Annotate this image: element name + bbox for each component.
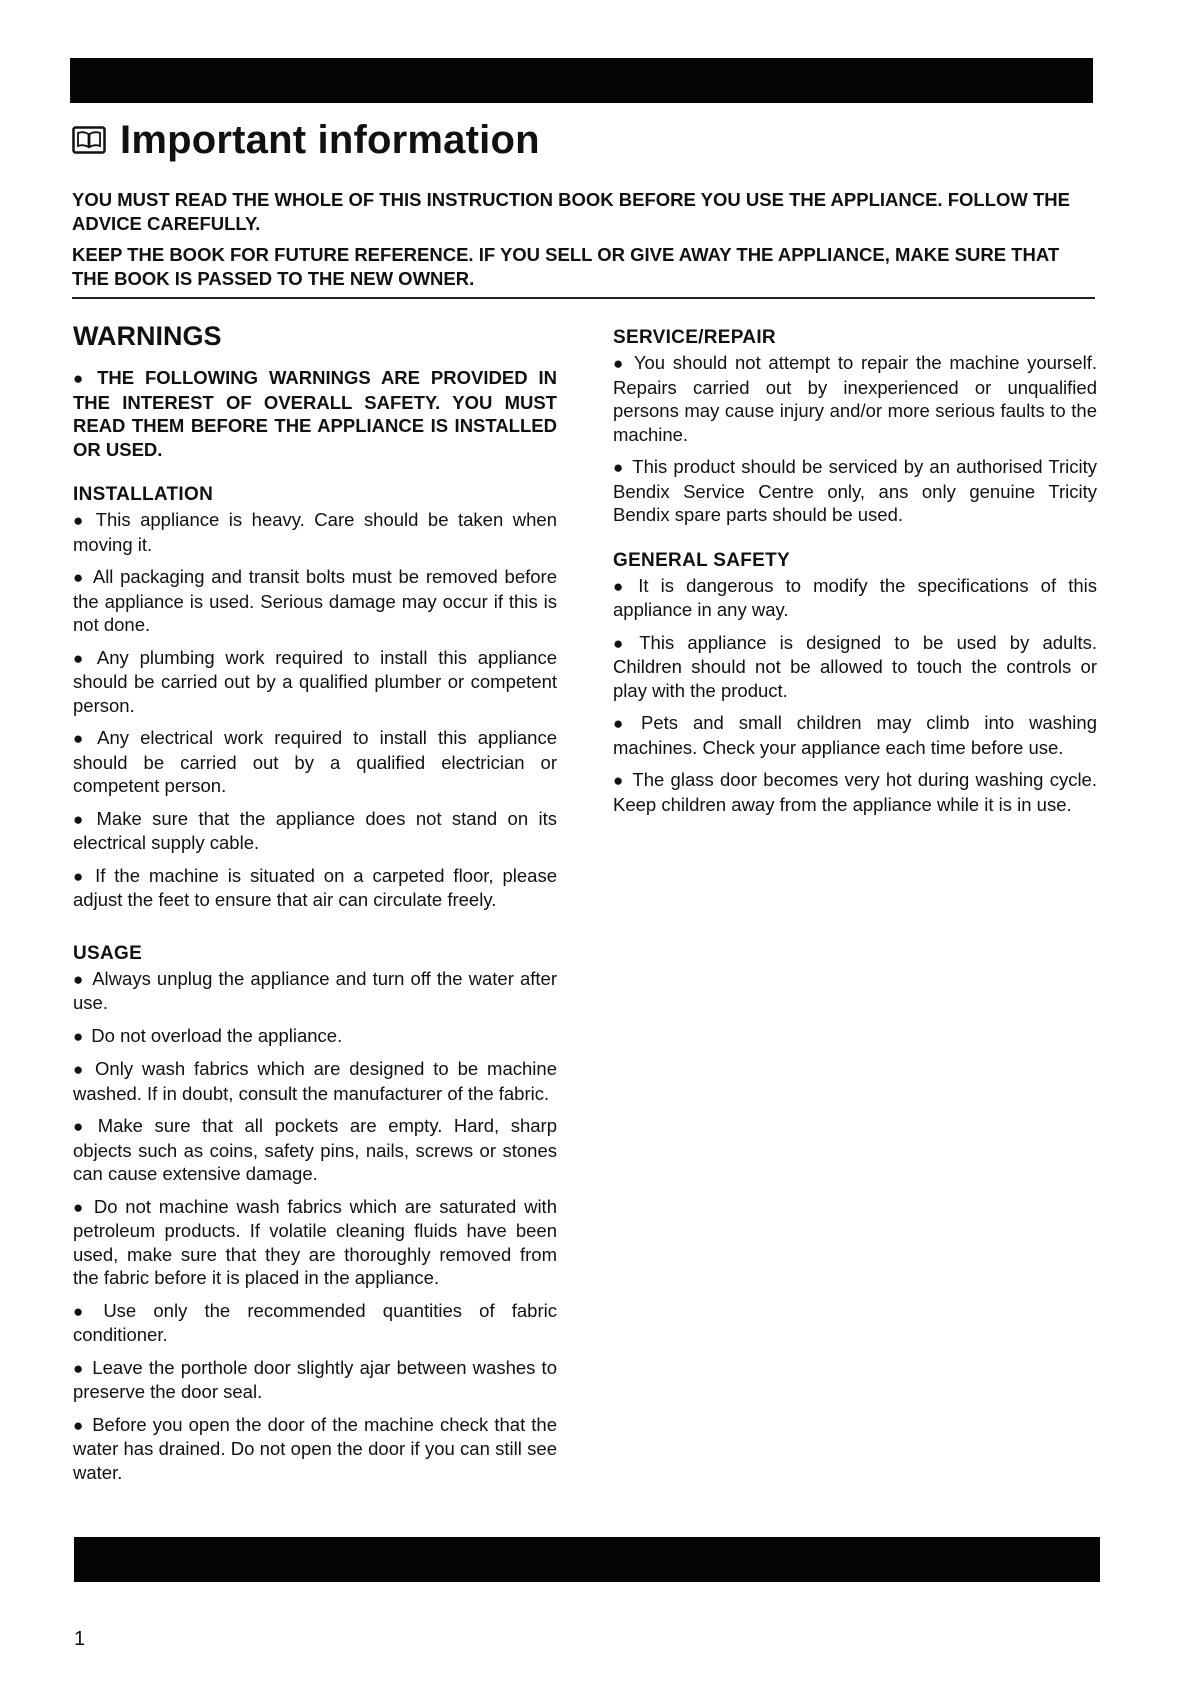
list-item: ● This appliance is designed to be used by adults. Children should not be allowed to touch the controls or play with the product.	[613, 631, 1097, 701]
list-item: ● Always unplug the appliance and turn off the water after use.	[73, 967, 557, 1013]
general-safety-section	[613, 549, 1097, 817]
warnings-heading: WARNINGS	[73, 321, 222, 351]
bullet-icon: ●	[73, 809, 89, 829]
header-bar	[70, 58, 1093, 103]
bullet-icon: ●	[73, 369, 90, 388]
usage-heading: USAGE	[73, 942, 143, 964]
bullet-icon: ●	[73, 1301, 96, 1321]
bullet-icon: ●	[73, 648, 89, 668]
bullet-icon: ●	[73, 568, 85, 587]
left-column	[73, 320, 557, 1506]
installation-heading: INSTALLATION	[73, 484, 214, 505]
bullet-icon: ●	[613, 714, 634, 733]
right-column	[613, 326, 1097, 838]
page-title	[72, 110, 540, 170]
bullet-icon: ●	[73, 1060, 88, 1079]
intro-paragraph: YOU MUST READ THE WHOLE OF THIS INSTRUCTION BOOK BEFORE YOU USE THE APPLIANCE. FOLLOW THE ADVICE CAREFULLY.	[72, 189, 1070, 234]
list-item: ● It is dangerous to modify the specifications of this appliance in any way.	[613, 574, 1097, 620]
bullet-icon: ●	[613, 458, 625, 477]
page-number: 1	[74, 1628, 86, 1650]
list-item: ● Do not overload the appliance.	[73, 1024, 343, 1046]
bullet-icon: ●	[73, 729, 90, 748]
list-item: ● Make sure that all pockets are empty. Hard, sharp objects such as coins, safety pins, nails, screws or stones can cause extensive damage.	[73, 1115, 557, 1184]
list-item: ● Before you open the door of the machine check that the water has drained. Do not open the door if you can still see water.	[73, 1413, 557, 1483]
installation-section	[73, 483, 557, 912]
bullet-icon: ●	[73, 866, 88, 886]
book-icon	[72, 126, 106, 154]
intro-paragraph: KEEP THE BOOK FOR FUTURE REFERENCE. IF YOU SELL OR GIVE AWAY THE APPLIANCE, MAKE SURE THAT THE BOOK IS PASSED TO THE NEW OWNER.	[72, 244, 1060, 289]
bullet-icon: ●	[613, 633, 632, 653]
service-section	[613, 326, 1097, 527]
service-heading: SERVICE/REPAIR	[613, 327, 776, 348]
bullet-icon: ●	[613, 354, 626, 373]
bullet-icon: ●	[613, 576, 631, 596]
bullet-icon: ●	[73, 1026, 84, 1046]
bullet-icon: ●	[73, 1117, 90, 1136]
warnings-lead: ● THE FOLLOWING WARNINGS ARE PROVIDED IN THE INTEREST OF OVERALL SAFETY. YOU MUST READ THEM BEFORE THE APPLIANCE IS INSTALLED OR USED.	[73, 367, 557, 460]
usage-section	[73, 942, 557, 1485]
divider	[72, 297, 1095, 299]
bullet-icon: ●	[613, 771, 625, 790]
list-item: ● All packaging and transit bolts must be removed before the appliance is used. Serious damage may occur if this is not done.	[73, 566, 557, 635]
list-item: ● Only wash fabrics which are designed to be machine washed. If in doubt, consult the manufacturer of the fabric.	[73, 1058, 557, 1104]
list-item: ● Any electrical work required to install this appliance should be carried out by a qualified electrician or competent person.	[73, 727, 557, 796]
list-item: ● This product should be serviced by an authorised Tricity Bendix Service Centre only, ans only genuine Tricity Bendix spare parts should be used.	[613, 456, 1097, 525]
bullet-icon: ●	[73, 969, 85, 989]
list-item: ● Make sure that the appliance does not stand on its electrical supply cable.	[73, 807, 557, 853]
footer-bar	[74, 1537, 1100, 1582]
list-item: ● If the machine is situated on a carpeted floor, please adjust the feet to ensure that air can circulate freely.	[73, 864, 557, 910]
bullet-icon: ●	[73, 1415, 85, 1435]
list-item: ● Leave the porthole door slightly ajar between washes to preserve the door seal.	[73, 1356, 557, 1402]
list-item: ● Pets and small children may climb into washing machines. Check your appliance each time before use.	[613, 712, 1097, 758]
list-item: ● You should not attempt to repair the machine yourself. Repairs carried out by inexperienced or unqualified persons may cause injury and/or more serious faults to the machine.	[613, 352, 1097, 445]
list-item: ● Any plumbing work required to install this appliance should be carried out by a qualified plumber or competent person.	[73, 646, 557, 716]
list-item: ● The glass door becomes very hot during washing cycle. Keep children away from the appliance while it is in use.	[613, 769, 1097, 815]
list-item: ● Do not machine wash fabrics which are saturated with petroleum products. If volatile cleaning fluids have been used, make sure that they are thoroughly removed from the fabric before it is placed in the appliance.	[73, 1195, 557, 1288]
bullet-icon: ●	[73, 1197, 86, 1217]
bullet-icon: ●	[73, 1358, 85, 1378]
list-item: ● Use only the recommended quantities of fabric conditioner.	[73, 1299, 557, 1345]
bullet-icon: ●	[73, 511, 88, 530]
general-safety-heading: GENERAL SAFETY	[613, 549, 790, 571]
list-item: ● This appliance is heavy. Care should be taken when moving it.	[73, 509, 557, 555]
title-text: Important information	[120, 117, 540, 162]
